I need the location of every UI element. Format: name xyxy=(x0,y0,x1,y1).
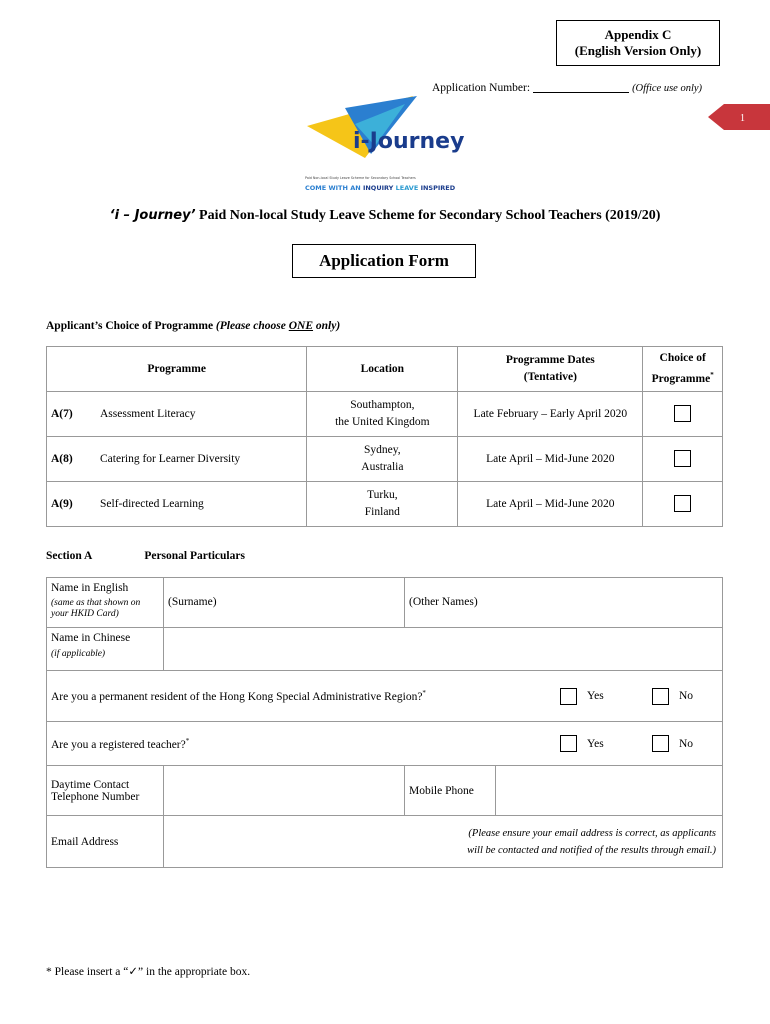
email-note-2: will be contacted and notified of the results through email.) xyxy=(467,844,716,856)
logo-leave: LEAVE xyxy=(395,184,419,192)
resident-yes-checkbox[interactable] xyxy=(560,688,577,705)
col-choice-line2: Programme xyxy=(651,372,711,385)
app-number-label: Application Number: xyxy=(432,82,531,94)
programme-code: A(9) xyxy=(47,482,93,527)
programme-location xyxy=(307,482,458,527)
resident-question-row xyxy=(47,671,723,722)
location-line1: Sydney, xyxy=(364,444,401,456)
table-row xyxy=(47,816,723,868)
teacher-no-label: No xyxy=(679,737,694,750)
programme-location xyxy=(307,392,458,437)
programme-dates: Late February – Early April 2020 xyxy=(458,392,643,437)
name-english-label: Name in English xyxy=(51,582,129,594)
table-row xyxy=(47,722,723,766)
programme-code: A(7) xyxy=(47,392,93,437)
resident-yes-option[interactable] xyxy=(560,688,652,705)
col-choice-mark: * xyxy=(710,371,714,380)
section-a-heading xyxy=(46,550,245,562)
logo-inquiry: INQUIRY xyxy=(362,184,394,192)
teacher-yes-option[interactable] xyxy=(560,735,652,752)
logo-come: COME WITH AN xyxy=(305,184,361,192)
location-line2: Finland xyxy=(364,506,400,518)
name-english-note: (same as that shown on your HKID Card) xyxy=(51,598,141,619)
resident-question-mark: * xyxy=(422,689,426,698)
teacher-question-mark: * xyxy=(185,736,190,745)
logo-word: i-Journey xyxy=(353,129,465,154)
section-a-label: Section A xyxy=(46,550,93,562)
name-chinese-label: Name in Chinese xyxy=(51,632,131,644)
teacher-no-option[interactable] xyxy=(652,735,718,752)
logo-inspired: INSPIRED xyxy=(420,184,456,192)
programme-choice-cell xyxy=(643,482,723,527)
col-choice-line1: Choice of xyxy=(659,352,706,365)
table-row xyxy=(47,628,723,671)
choice-checkbox-a8[interactable] xyxy=(674,450,691,467)
resident-question: Are you a permanent resident of the Hong Kong Special Administrative Region? xyxy=(51,690,423,703)
location-line2: Australia xyxy=(361,461,404,473)
table-row xyxy=(47,437,723,482)
choice-heading-text: Applicant’s Choice of Programme xyxy=(46,320,214,332)
teacher-question: Are you a registered teacher? xyxy=(51,738,186,751)
teacher-no-checkbox[interactable] xyxy=(652,735,669,752)
location-line1: Southampton, xyxy=(350,399,415,411)
title-text: Paid Non-local Study Leave Scheme for Secondary School Teachers (2019/20) xyxy=(199,208,661,223)
teacher-yes-label: Yes xyxy=(587,737,604,750)
email-label: Email Address xyxy=(47,816,164,868)
mobile-phone-field[interactable] xyxy=(496,766,723,816)
mobile-phone-label: Mobile Phone xyxy=(405,766,496,816)
programme-choice-cell xyxy=(643,392,723,437)
email-field[interactable] xyxy=(164,816,723,868)
footnote: * Please insert a “✓” in the appropriate box. xyxy=(46,966,251,978)
col-programme: Programme xyxy=(47,347,307,392)
teacher-yes-checkbox[interactable] xyxy=(560,735,577,752)
instruction-one: ONE xyxy=(288,320,314,332)
col-choice xyxy=(643,347,723,392)
page-number: 1 xyxy=(740,113,745,124)
appendix-subtitle: (English Version Only) xyxy=(574,43,702,58)
daytime-phone-label-2: Telephone Number xyxy=(51,790,140,803)
other-names-field[interactable]: (Other Names) xyxy=(405,578,723,628)
col-dates-line2: (Tentative) xyxy=(523,371,577,383)
page-title xyxy=(0,208,770,224)
programme-code: A(8) xyxy=(47,437,93,482)
teacher-question-row xyxy=(47,722,723,766)
col-dates xyxy=(458,347,643,392)
name-chinese-field[interactable] xyxy=(164,628,723,671)
location-line2: the United Kingdom xyxy=(335,416,430,428)
location-line1: Turku, xyxy=(367,489,398,501)
resident-no-option[interactable] xyxy=(652,688,718,705)
programme-dates: Late April – Mid-June 2020 xyxy=(458,482,643,527)
surname-field[interactable]: (Surname) xyxy=(164,578,405,628)
programme-dates: Late April – Mid-June 2020 xyxy=(458,437,643,482)
table-row xyxy=(47,578,723,628)
instruction-pre: (Please choose xyxy=(215,320,289,332)
programme-name: Catering for Learner Diversity xyxy=(92,437,307,482)
resident-yes-label: Yes xyxy=(587,690,604,702)
i-journey-logo xyxy=(305,96,473,196)
section-a-title: Personal Particulars xyxy=(144,550,245,562)
programme-name: Self-directed Learning xyxy=(92,482,307,527)
programme-name: Assessment Literacy xyxy=(92,392,307,437)
title-brand: ‘i – Journey’ xyxy=(109,208,196,223)
choice-checkbox-a7[interactable] xyxy=(674,405,691,422)
table-row xyxy=(47,482,723,527)
choice-checkbox-a9[interactable] xyxy=(674,495,691,512)
instruction-post: only) xyxy=(313,320,341,332)
resident-no-label: No xyxy=(679,690,694,702)
table-row xyxy=(47,671,723,722)
application-number xyxy=(432,82,702,94)
svg-text:COME WITH AN INQUIRY L xyxy=(305,184,456,192)
programme-choice-cell xyxy=(643,437,723,482)
office-use-note: (Office use only) xyxy=(632,83,703,94)
resident-no-checkbox[interactable] xyxy=(652,688,669,705)
daytime-phone-label xyxy=(47,766,164,816)
personal-particulars-table xyxy=(46,577,723,868)
choice-heading xyxy=(46,320,340,332)
page-number-arrow-icon xyxy=(708,104,770,130)
form-title: Application Form xyxy=(292,244,476,278)
programme-table-header xyxy=(47,347,723,392)
daytime-phone-field[interactable] xyxy=(164,766,405,816)
table-row xyxy=(47,392,723,437)
name-chinese-note: (if applicable) xyxy=(51,649,106,659)
appendix-box xyxy=(556,20,720,66)
table-row xyxy=(47,766,723,816)
col-location: Location xyxy=(307,347,458,392)
app-number-field[interactable] xyxy=(533,92,629,93)
daytime-phone-label-1: Daytime Contact xyxy=(51,778,130,791)
programme-location xyxy=(307,437,458,482)
col-dates-line1: Programme Dates xyxy=(505,354,595,366)
name-english-label-cell xyxy=(47,578,164,628)
logo-tagline-small: Paid Non-local Study Leave Scheme for Secondary School Teachers xyxy=(305,176,416,180)
appendix-title: Appendix C xyxy=(604,27,672,42)
email-note-1: (Please ensure your email address is correct, as applicants xyxy=(468,827,716,839)
name-chinese-label-cell xyxy=(47,628,164,671)
programme-table xyxy=(46,346,723,527)
